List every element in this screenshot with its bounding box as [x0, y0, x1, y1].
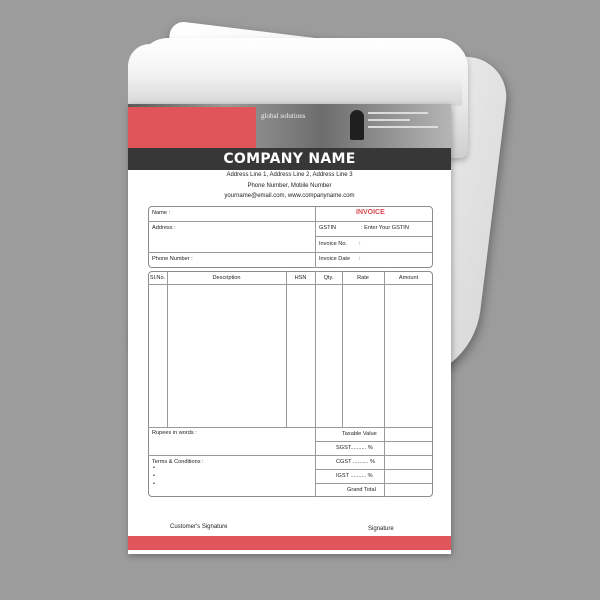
address-label: Address : [152, 225, 176, 231]
invoice-date-value: : [359, 256, 361, 262]
name-label: Name : [152, 210, 171, 216]
banner-graphic-lines [368, 112, 438, 133]
rupees-in-words-label: Rupees in words : [152, 430, 197, 436]
box-rule [315, 236, 433, 237]
box-rule [148, 221, 433, 222]
terms-label: Terms & Conditions : [152, 459, 204, 465]
banner-person-silhouette [350, 110, 364, 140]
column-divider [342, 271, 343, 427]
column-header: Sl.No. [149, 275, 166, 281]
totals-rule [315, 483, 433, 484]
column-header: Rate [357, 275, 369, 281]
cgst-label: CGST .......... % [336, 459, 376, 465]
column-divider [384, 271, 385, 497]
column-header: HSN [294, 275, 307, 281]
column-divider [286, 271, 287, 427]
terms-bullet: • [153, 481, 155, 487]
gstin-value: : Enter Your GSTIN [361, 225, 409, 231]
footer-red-band [128, 536, 451, 550]
customer-signature-label: Customer's Signature [170, 524, 228, 530]
invoice-title: INVOICE [356, 209, 385, 216]
banner-red-block [128, 107, 256, 148]
totals-rule [148, 455, 433, 456]
column-header: Description [212, 275, 241, 281]
phone-label: Phone Number : [152, 256, 193, 262]
sgst-label: SGST.......... % [336, 445, 373, 451]
invoice-date-label: Invoice Date [319, 256, 351, 262]
box-rule [148, 252, 433, 253]
invoice-sheet [128, 104, 451, 554]
company-address: Address Line 1, Address Line 2, Address Line 3 [226, 172, 353, 178]
box-divider [315, 206, 316, 268]
totals-rule [315, 441, 433, 442]
table-header-rule [148, 284, 433, 285]
terms-bullet: • [153, 465, 155, 471]
column-header: Amount [398, 275, 419, 281]
igst-label: IGST .......... % [336, 473, 373, 479]
company-name-bar [128, 148, 451, 170]
company-web: yourname@email.com, www.companyname.com [224, 193, 355, 199]
grand-total-label: Grand Total [347, 487, 376, 493]
header-banner-image [128, 104, 451, 148]
banner-tagline: global solutions [261, 112, 306, 120]
column-header: Qty. [323, 275, 334, 281]
taxable-value-label: Taxable Value [342, 431, 377, 437]
gstin-label: GSTIN [319, 225, 337, 231]
totals-rule [315, 469, 433, 470]
pad-top-edge [128, 44, 462, 106]
invoice-number-label: Invoice No. [319, 241, 347, 247]
company-phone: Phone Number, Mobile Number [247, 183, 332, 189]
column-divider [167, 271, 168, 427]
terms-bullet: • [153, 473, 155, 479]
company-name: COMPANY NAME [223, 151, 356, 167]
authorized-signature-label: Signature [368, 526, 394, 532]
column-divider [315, 271, 316, 497]
invoice-number-value: : [359, 241, 361, 247]
totals-rule [148, 427, 433, 428]
